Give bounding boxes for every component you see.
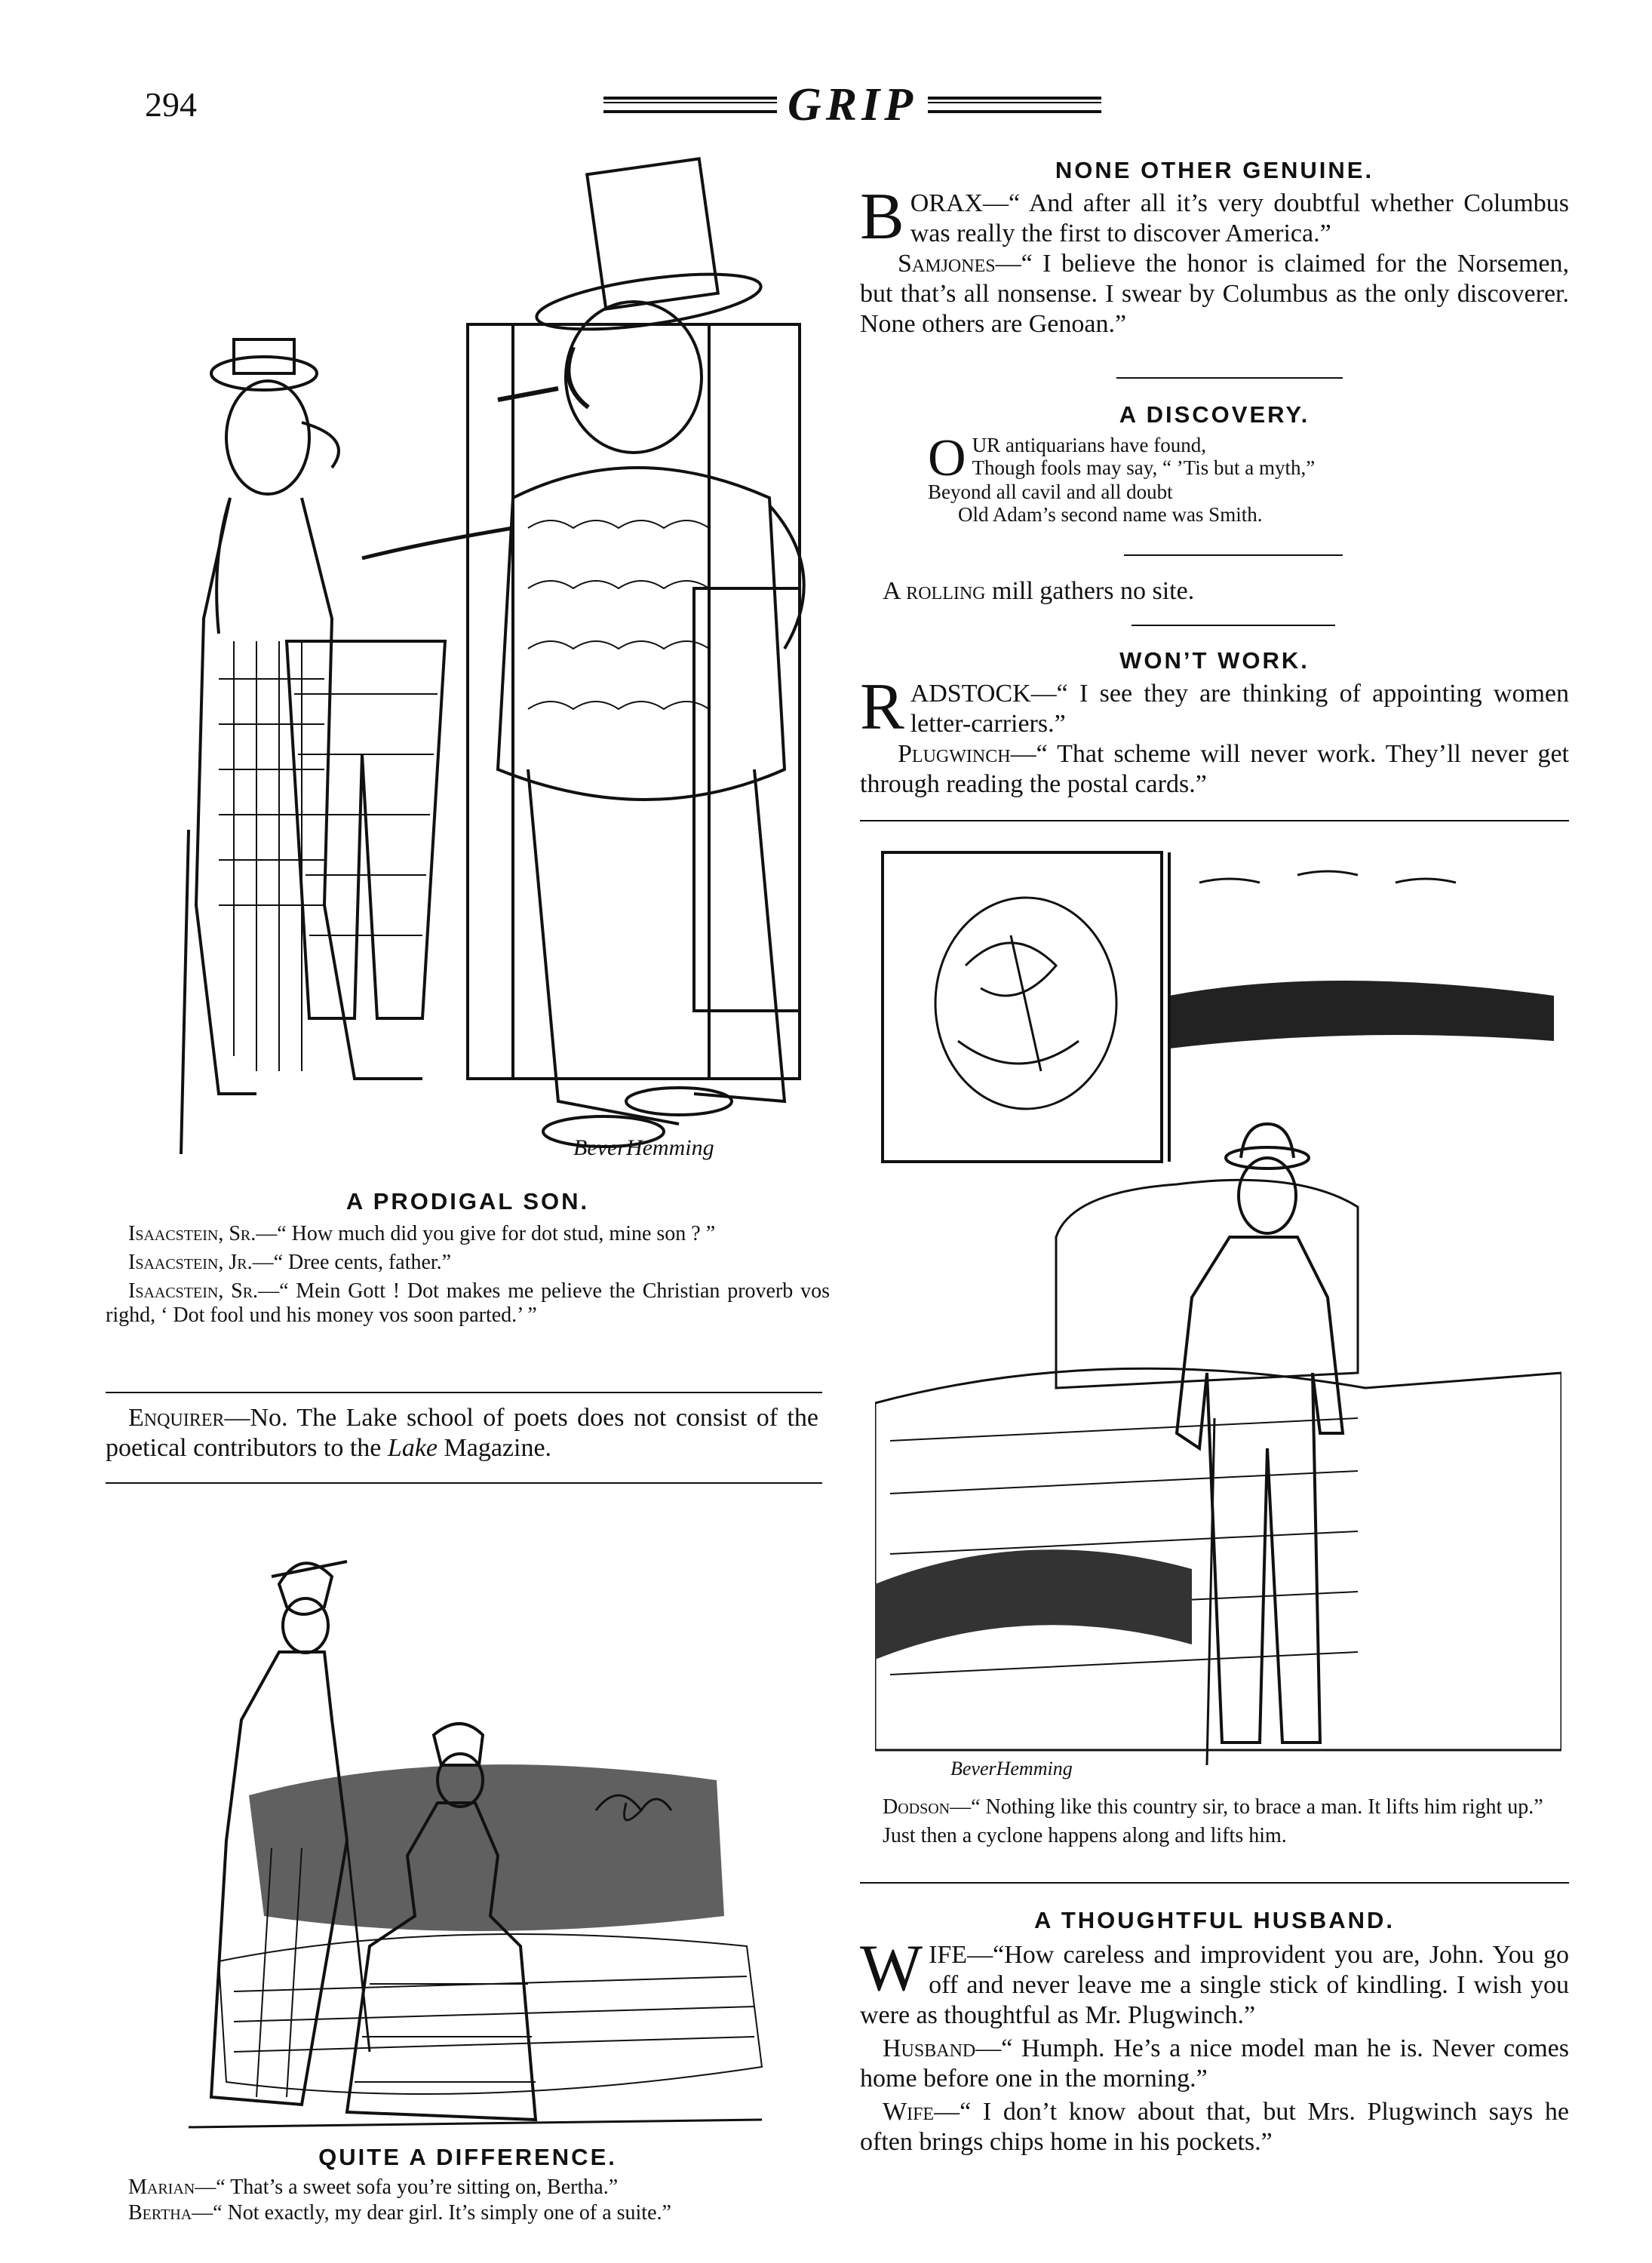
genuine-line-1: —“ And after all it’s very doubtful whether Columbus was really the first to discover America.” (910, 189, 1569, 247)
prodigal-son-text (106, 1222, 830, 1328)
difference-speaker-1: Marian (128, 2175, 195, 2199)
page-number: 294 (145, 85, 197, 124)
right-divider-2 (1124, 554, 1343, 556)
enquirer-text-2: Magazine. (438, 1434, 552, 1462)
husband-drop-cap: W (860, 1932, 923, 2005)
wontwork-line-1: —“ I see they are thinking of appointing women letter-carriers.” (910, 680, 1569, 738)
rolling-rest: mill gathers no site. (985, 577, 1195, 605)
genuine-speaker-2: Samjones (898, 250, 996, 278)
left-divider-1 (106, 1392, 822, 1393)
husband-line-1: —“How careless and improvident you are, John. You go off and never leave me a single stick of kindling. I wish you were as thoughtful as Mr. Plugwinch.” (860, 1941, 1569, 2029)
difference-speaker-2: Bertha (128, 2201, 192, 2225)
wontwork-speaker-1: ADSTOCK (910, 680, 1031, 708)
right-divider-3 (1132, 625, 1335, 626)
thoughtful-husband-text (860, 1932, 1569, 2157)
cyclone-caption (860, 1795, 1569, 1848)
masthead-rule-left (603, 97, 777, 113)
masthead-title: GRIP (787, 78, 918, 130)
masthead-rule-right (928, 97, 1101, 113)
discovery-line-1: UR antiquarians have found, (972, 434, 1206, 456)
prodigal-son-illustration (106, 151, 830, 1169)
enquirer-text-1: —No. The Lake school of poets does not consist of the poetical contributors to the (106, 1404, 818, 1462)
cyclone-illustration (875, 845, 1561, 1788)
quite-a-difference-title: QUITE A DIFFERENCE. (318, 2144, 617, 2170)
left-divider-2 (106, 1482, 822, 1484)
wontwork-speaker-2: Plugwinch (898, 740, 1011, 768)
prodigal-line-3: —“ Mein Gott ! Dot makes me pelieve the Christian proverb vos righd, ‘ Dot fool und his money vos soon parted.’ ” (106, 1279, 830, 1327)
masthead (603, 78, 1101, 131)
rolling-word: rolling (906, 577, 986, 605)
genuine-line-2: —“ I believe the honor is claimed for the Norsemen, but that’s all nonsense. I swear by Columbus as the only discoverer. None others are Genoan.” (860, 250, 1569, 338)
quite-a-difference-text (106, 2175, 830, 2225)
discovery-drop-cap: O (928, 429, 966, 487)
right-divider-4 (860, 820, 1569, 821)
enquirer-speaker: Enquirer (128, 1404, 225, 1432)
cyclone-speaker: Dodson (883, 1795, 950, 1819)
prodigal-son-signature: BeverHemming (573, 1135, 714, 1160)
husband-speaker-1: IFE (929, 1941, 968, 1969)
discovery-line-3: Beyond all cavil and all doubt (928, 481, 1173, 503)
enquirer-paragraph (106, 1403, 818, 1463)
enquirer-italic: Lake (387, 1434, 438, 1462)
prodigal-speaker-3: Isaacstein, Sr. (128, 1279, 259, 1303)
thoughtful-husband-title: A THOUGHTFUL HUSBAND. (1033, 1907, 1396, 1933)
rolling-mill-text (883, 576, 1561, 606)
genuine-speaker-1: ORAX (910, 189, 984, 217)
discovery-line-4: Old Adam’s second name was Smith. (958, 503, 1263, 526)
rolling-lead: A (883, 577, 900, 605)
cyclone-line-1: —“ Nothing like this country sir, to brace a man. It lifts him right up.” (950, 1795, 1543, 1819)
husband-speaker-2: Husband (883, 2034, 976, 2062)
prodigal-speaker-2: Isaacstein, Jr. (128, 1251, 253, 1274)
husband-line-3: —“ I don’t know about that, but Mrs. Plugwinch says he often brings chips home in his pockets.” (860, 2098, 1569, 2156)
prodigal-son-title: A PRODIGAL SON. (345, 1188, 590, 1214)
prodigal-line-2: —“ Dree cents, father.” (252, 1251, 452, 1274)
husband-line-2: —“ Humph. He’s a nice model man he is. Never comes home before one in the morning.” (860, 2034, 1569, 2093)
wont-work-title: WON’T WORK. (1119, 647, 1310, 674)
difference-line-2: —“ Not exactly, my dear girl. It’s simply one of a suite.” (192, 2201, 671, 2225)
a-discovery-poem (928, 429, 1501, 526)
discovery-line-2: Though fools may say, “ ’Tis but a myth,” (972, 456, 1316, 479)
cyclone-line-2: Just then a cyclone happens along and lifts him. (883, 1824, 1287, 1847)
right-divider-1 (1116, 377, 1343, 379)
quite-a-difference-illustration (143, 1494, 807, 2135)
a-discovery-title: A DISCOVERY. (1119, 401, 1310, 428)
wontwork-drop-cap: R (860, 671, 904, 744)
none-other-genuine-text (860, 180, 1569, 339)
right-divider-5 (860, 1882, 1569, 1884)
difference-line-1: —“ That’s a sweet sofa you’re sitting on, Bertha.” (195, 2175, 619, 2199)
wont-work-text (860, 671, 1569, 800)
prodigal-line-1: —“ How much did you give for dot stud, mine son ? ” (256, 1222, 716, 1245)
prodigal-speaker-1: Isaacstein, Sr. (128, 1222, 256, 1245)
genuine-drop-cap: B (860, 180, 904, 253)
wontwork-line-2: —“ That scheme will never work. They’ll never get through reading the postal cards.” (860, 740, 1569, 798)
none-other-genuine-title: NONE OTHER GENUINE. (1055, 157, 1374, 183)
cyclone-signature: BeverHemming (950, 1758, 1073, 1779)
husband-speaker-3: Wife (883, 2098, 935, 2126)
